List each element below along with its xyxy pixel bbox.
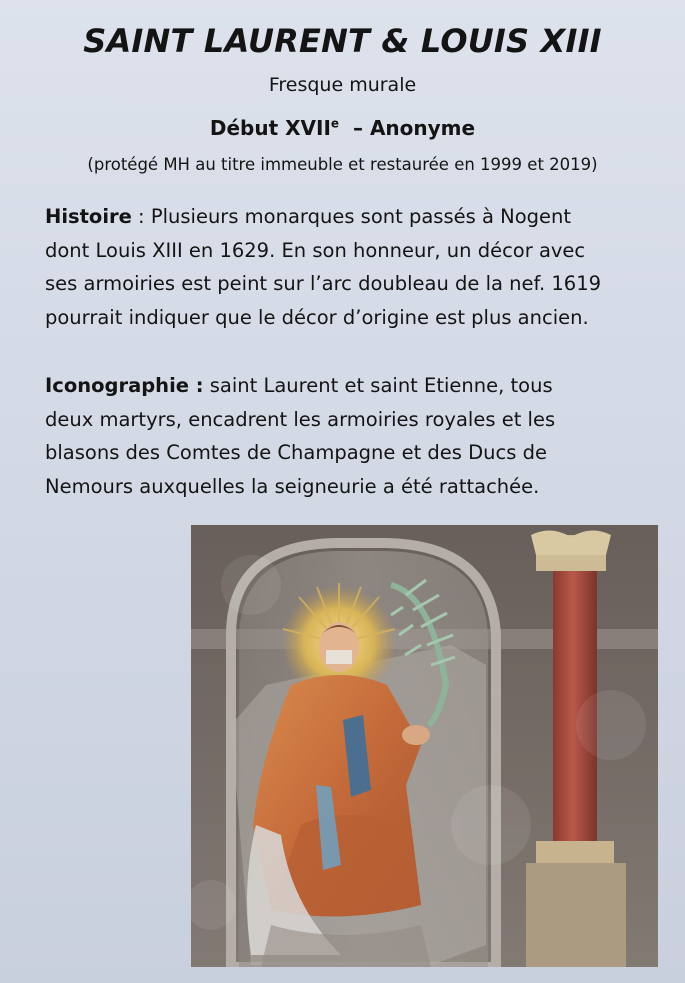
iconographie-line-2: deux martyrs, encadrent les armoiries royales et les xyxy=(45,407,556,431)
iconographie-paragraph xyxy=(45,369,655,503)
histoire-paragraph xyxy=(45,200,655,334)
histoire-line-3: ses armoiries est peint sur l’arc doubleau de la nef. 1619 xyxy=(45,272,602,295)
page-title: SAINT LAURENT & LOUIS XIII xyxy=(83,22,602,60)
century-text: Début XVII xyxy=(209,116,331,140)
iconographie-line-3: blasons des Comtes de Champagne et des Ducs de xyxy=(45,441,547,464)
histoire-text-1: Plusieurs monarques sont passés à Nogent xyxy=(150,205,572,228)
fresco-photo xyxy=(191,525,658,967)
saint-head xyxy=(319,622,359,672)
histoire-separator: : xyxy=(131,205,151,228)
histoire-label: Histoire xyxy=(45,205,132,228)
histoire-line-2: dont Louis XIII en 1629. En son honneur, un décor avec xyxy=(45,238,586,262)
iconographie-line-4: Nemours auxquelles la seigneurie a été rattachée. xyxy=(45,474,540,498)
protection-note: (protégé MH au titre immeuble et restaurée en 1999 et 2019) xyxy=(87,155,598,174)
iconographie-text-1: saint Laurent et saint Etienne, tous xyxy=(203,374,553,397)
date-author-line xyxy=(0,116,685,140)
histoire-line-4: pourrait indiquer que le décor d’origine est plus ancien. xyxy=(45,305,589,329)
iconographie-label: Iconographie : xyxy=(45,374,204,397)
author-text: – Anonyme xyxy=(339,116,476,140)
iconographie-line-1 xyxy=(45,369,655,403)
histoire-line-1 xyxy=(45,200,655,234)
subtitle: Fresque murale xyxy=(268,74,417,96)
century-superscript: e xyxy=(330,116,340,131)
